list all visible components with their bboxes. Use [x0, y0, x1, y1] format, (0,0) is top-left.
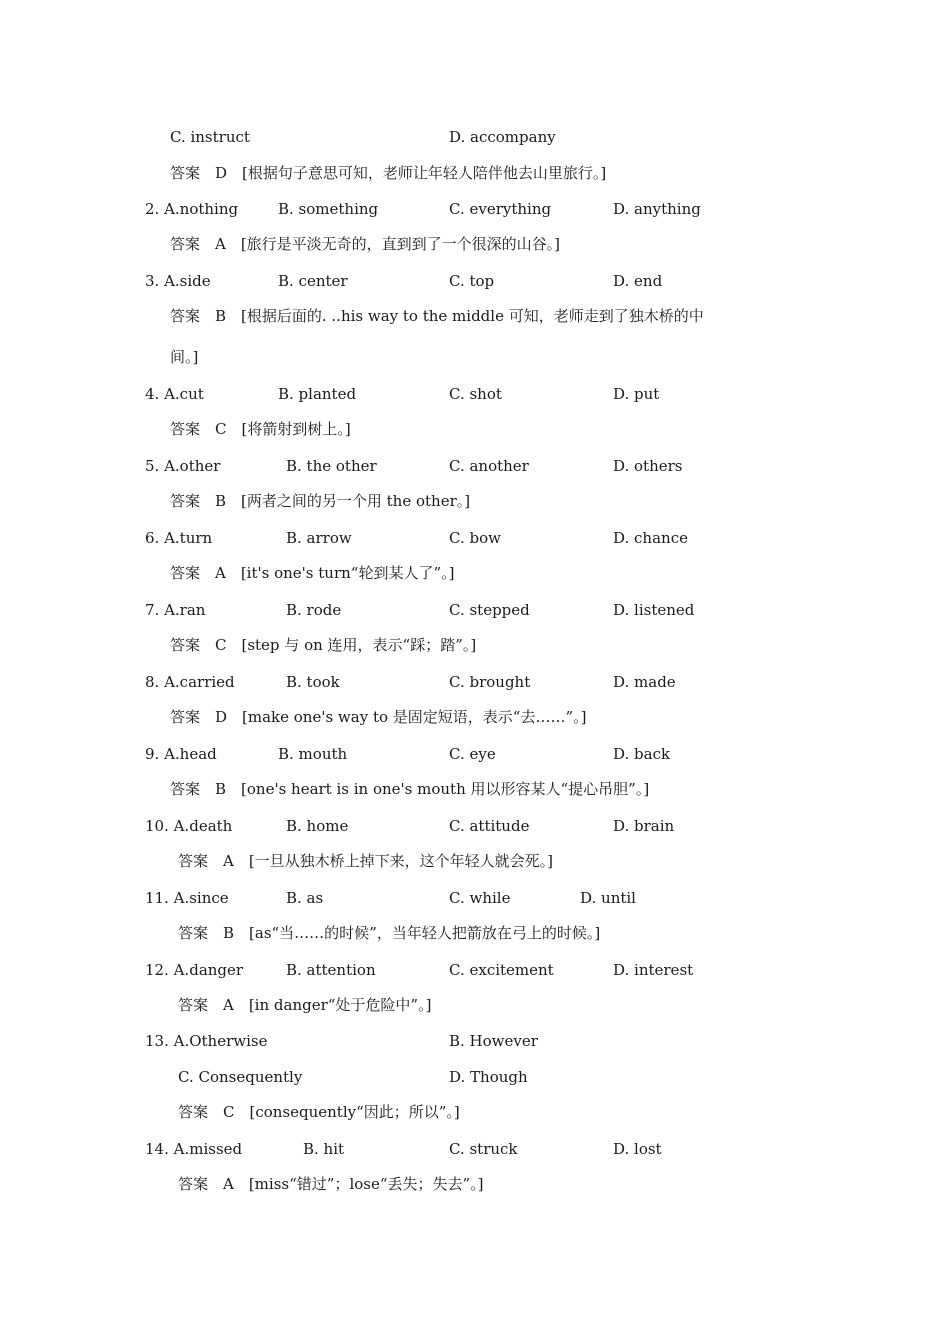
answer-line: 答案 C [consequently“因此；所以”。] [178, 1103, 460, 1121]
answer-line: 答案 B [两者之间的另一个用 the other。] [170, 492, 471, 510]
option-a: 5. A.other [145, 457, 221, 475]
option-d: D. brain [613, 817, 675, 835]
option-b: B. center [278, 272, 348, 290]
option-c: C. another [449, 457, 529, 475]
option-c: C. instruct [170, 128, 250, 146]
option-b: B. arrow [286, 529, 352, 547]
option-d: D. chance [613, 529, 688, 547]
answer-line: 答案 A [一旦从独木桥上掉下来，这个年轻人就会死。] [178, 852, 554, 870]
option-c: C. Consequently [178, 1068, 303, 1086]
option-a: 11. A.since [145, 889, 229, 907]
option-b: B. attention [286, 961, 376, 979]
option-d: D. accompany [449, 128, 556, 146]
option-c: C. bow [449, 529, 501, 547]
option-c: C. brought [449, 673, 531, 691]
option-d: D. listened [613, 601, 695, 619]
answer-line: 答案 C [将箭射到树上。] [170, 420, 351, 438]
option-a: 12. A.danger [145, 961, 244, 979]
option-d: D. until [580, 889, 636, 907]
answer-line: 答案 A [it's one's turn“轮到某人了”。] [170, 564, 455, 582]
option-b: B. hit [303, 1140, 345, 1158]
option-b: B. something [278, 200, 379, 218]
option-b: B. rode [286, 601, 342, 619]
answer-line: 答案 D [根据句子意思可知，老师让年轻人陪伴他去山里旅行。] [170, 164, 607, 182]
option-c: C. top [449, 272, 495, 290]
answer-line-continuation: 间。] [170, 348, 199, 366]
option-d: D. others [613, 457, 683, 475]
option-d: D. lost [613, 1140, 662, 1158]
option-b: B. home [286, 817, 349, 835]
answer-line: 答案 A [旅行是平淡无奇的，直到到了一个很深的山谷。] [170, 235, 561, 253]
option-c: C. shot [449, 385, 502, 403]
option-b: B. took [286, 673, 340, 691]
option-c: C. attitude [449, 817, 530, 835]
option-a: 13. A.Otherwise [145, 1032, 268, 1050]
option-b: B. planted [278, 385, 357, 403]
option-d: D. end [613, 272, 663, 290]
option-d: D. back [613, 745, 671, 763]
option-b: B. However [449, 1032, 538, 1050]
option-b: B. as [286, 889, 324, 907]
answer-line: 答案 B [one's heart is in one's mouth 用以形容某人“提心吊胆”。] [170, 780, 650, 798]
option-c: C. everything [449, 200, 552, 218]
option-c: C. struck [449, 1140, 518, 1158]
option-d: D. put [613, 385, 660, 403]
option-b: B. mouth [278, 745, 348, 763]
option-c: C. excitement [449, 961, 554, 979]
option-a: 14. A.missed [145, 1140, 243, 1158]
option-c: C. stepped [449, 601, 530, 619]
option-c: C. while [449, 889, 511, 907]
option-d: D. made [613, 673, 676, 691]
answer-line: 答案 C [step 与 on 连用，表示“踩；踏”。] [170, 636, 477, 654]
option-c: C. eye [449, 745, 496, 763]
option-a: 9. A.head [145, 745, 217, 763]
answer-line: 答案 B [根据后面的. ..his way to the middle 可知，老师走到了独木桥的中 [170, 307, 704, 325]
answer-line: 答案 A [miss“错过”；lose“丢失；失去”。] [178, 1175, 484, 1193]
option-a: 2. A.nothing [145, 200, 239, 218]
option-d: D. Though [449, 1068, 528, 1086]
option-a: 6. A.turn [145, 529, 213, 547]
answer-line: 答案 B [as“当……的时候”，当年轻人把箭放在弓上的时候。] [178, 924, 601, 942]
option-a: 4. A.cut [145, 385, 204, 403]
option-a: 10. A.death [145, 817, 233, 835]
option-a: 3. A.side [145, 272, 211, 290]
answer-line: 答案 D [make one's way to 是固定短语，表示“去……”。] [170, 708, 587, 726]
option-b: B. the other [286, 457, 377, 475]
option-a: 8. A.carried [145, 673, 235, 691]
option-d: D. interest [613, 961, 694, 979]
answer-line: 答案 A [in danger“处于危险中”。] [178, 996, 432, 1014]
option-a: 7. A.ran [145, 601, 206, 619]
option-d: D. anything [613, 200, 701, 218]
